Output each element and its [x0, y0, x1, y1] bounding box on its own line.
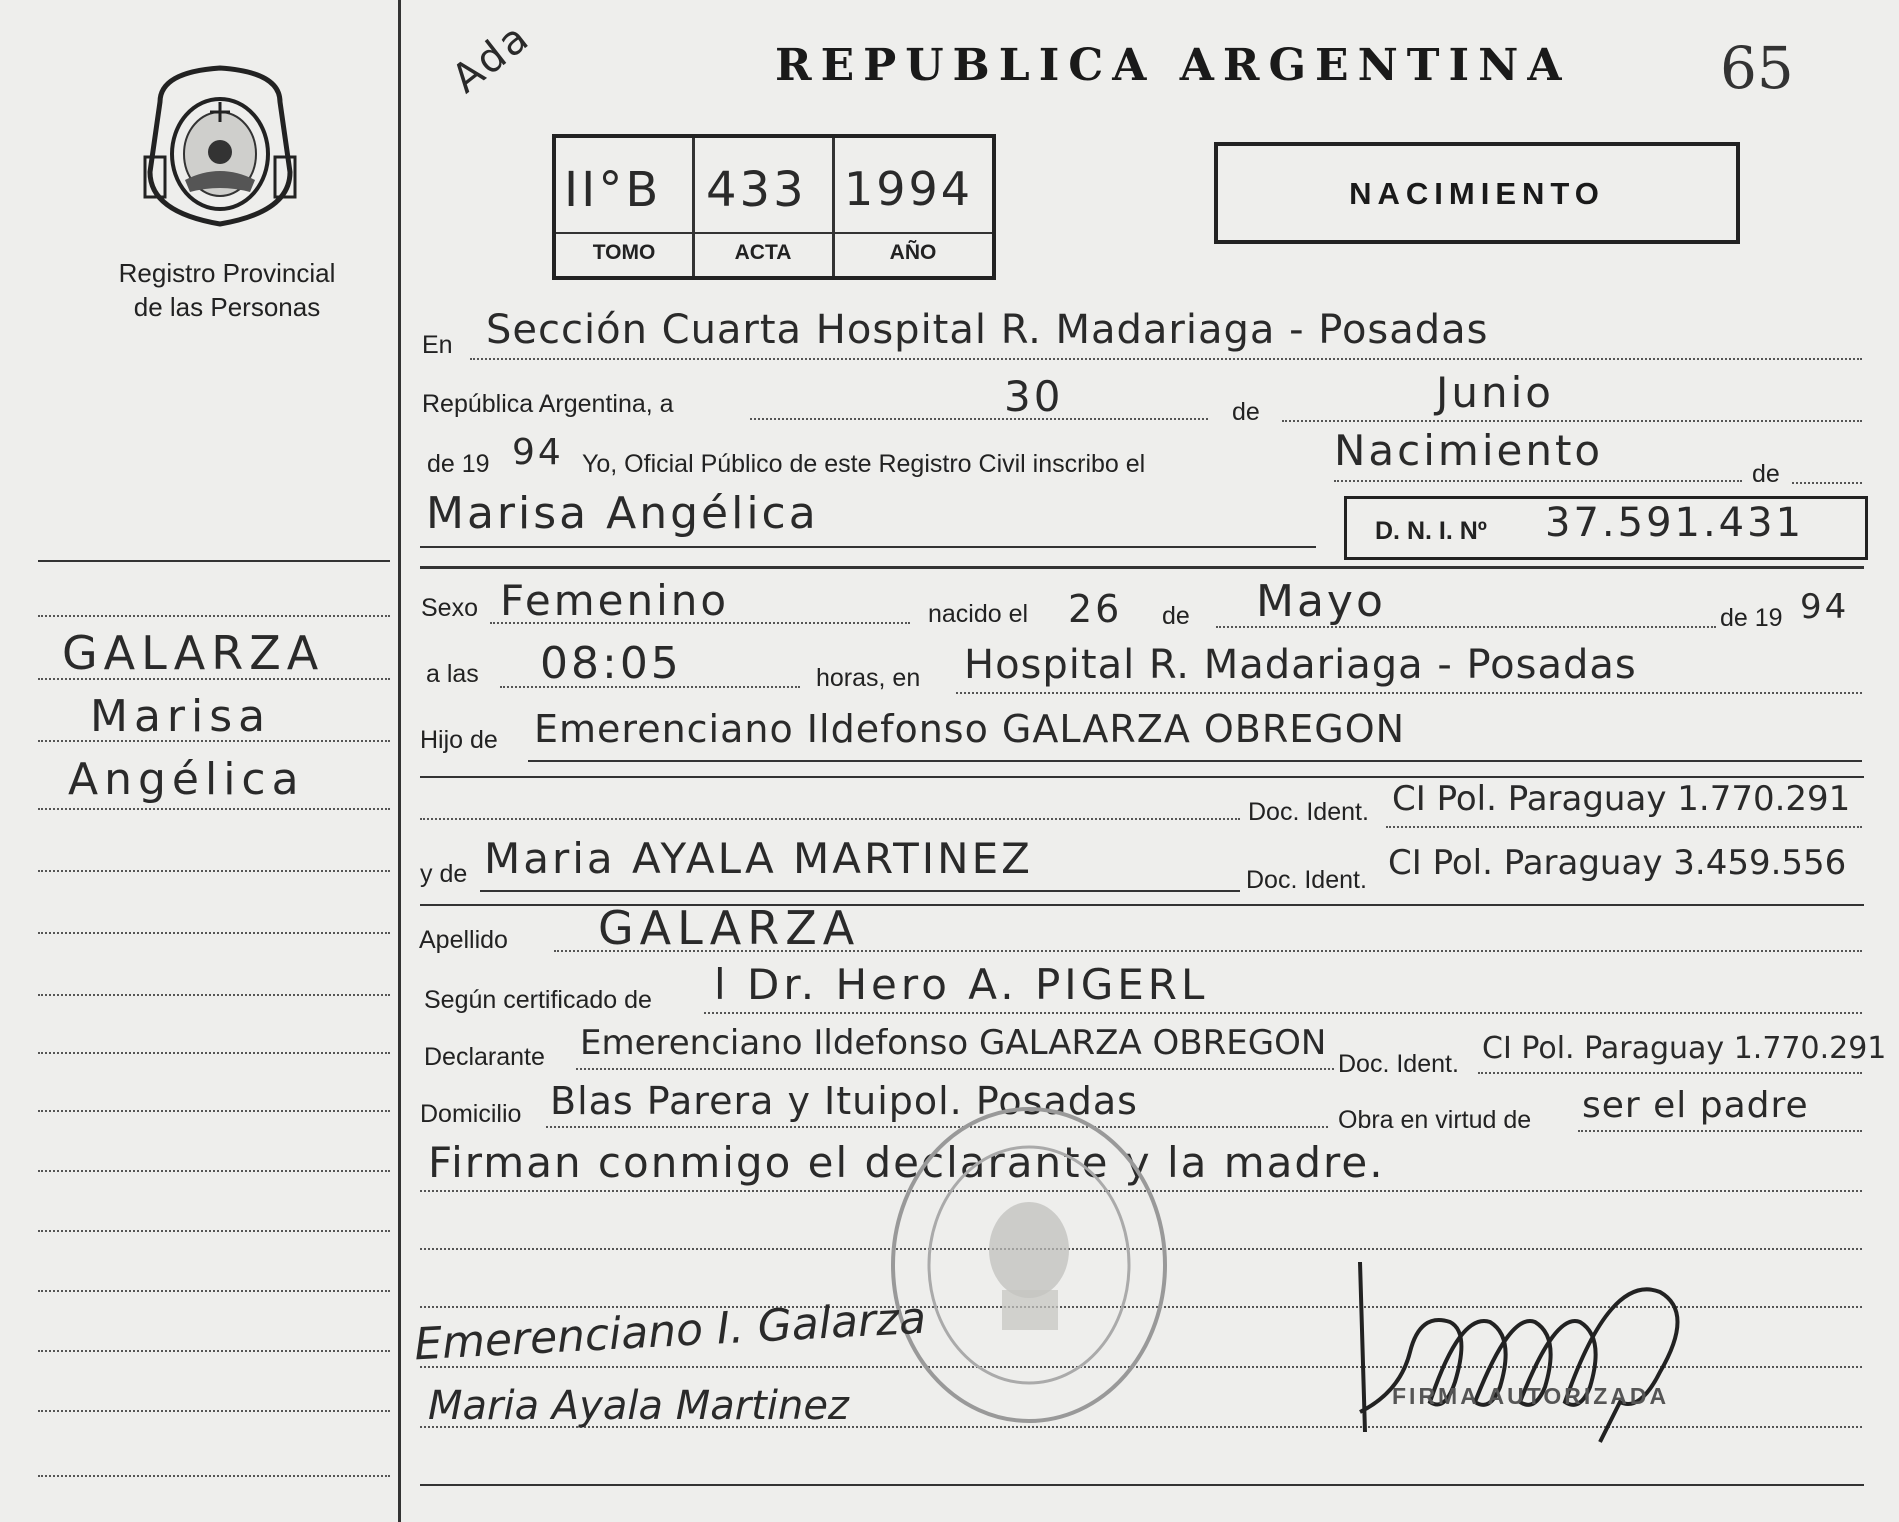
country-title: REPUBLICA ARGENTINA — [775, 40, 1571, 91]
act-line — [1334, 480, 1742, 482]
de-label-3: de — [1162, 602, 1190, 630]
name-line — [420, 546, 1316, 548]
side-line — [38, 994, 390, 996]
registry-name-line2: de las Personas — [133, 292, 321, 322]
side-line — [38, 1475, 390, 1477]
side-line — [38, 1290, 390, 1292]
horas-label: horas, en — [816, 664, 921, 692]
acta-label: ACTA — [734, 241, 792, 264]
en-line — [470, 358, 1862, 360]
side-line — [38, 615, 390, 617]
declarante-value: Emerenciano Ildefonso GALARZA OBREGON — [580, 1023, 1327, 1063]
side-given-name-2: Angélica — [68, 754, 305, 805]
de-label-2: de — [1752, 460, 1780, 488]
birth-year: 94 — [1800, 587, 1850, 627]
de19-label-2: de 19 — [1720, 604, 1783, 632]
sexo-value: Femenino — [500, 576, 730, 625]
margin-note: Ada — [443, 13, 540, 103]
declarante-doc-line — [1478, 1072, 1862, 1074]
nacido-label: nacido el — [928, 600, 1029, 628]
declarante-line — [576, 1068, 1334, 1070]
month-value: Junio — [1436, 368, 1554, 417]
yde-label: y de — [420, 860, 468, 888]
observations: Firman conmigo el declarante y la madre. — [428, 1138, 1385, 1187]
act-line-end — [1792, 482, 1862, 484]
en-value: Sección Cuarta Hospital R. Madariaga - Posadas — [486, 307, 1489, 353]
father-rule — [420, 776, 1864, 778]
apellido-value: GALARZA — [598, 901, 861, 955]
bottom-rule — [420, 1484, 1864, 1486]
mother-value: Maria AYALA MARTINEZ — [484, 834, 1033, 883]
side-line — [38, 932, 390, 934]
father-line — [528, 760, 1862, 762]
birth-month-line — [1216, 626, 1716, 628]
record-type-box — [1214, 142, 1740, 244]
domicilio-label: Domicilio — [420, 1100, 522, 1128]
time-line — [500, 686, 800, 688]
acta-value: 433 — [706, 162, 807, 218]
side-line — [38, 1410, 390, 1412]
side-line — [38, 1230, 390, 1232]
registry-name-line1: Registro Provincial — [118, 258, 336, 288]
republica-label: República Argentina, a — [422, 390, 674, 418]
hijo-label: Hijo de — [420, 726, 498, 754]
record-type: NACIMIENTO — [1349, 176, 1605, 211]
side-line — [38, 870, 390, 872]
day-value: 30 — [1004, 372, 1064, 421]
father-value: Emerenciano Ildefonso GALARZA OBREGON — [534, 707, 1406, 751]
day-line — [750, 418, 1208, 420]
side-given-name-1: Marisa — [90, 691, 272, 742]
father-doc: CI Pol. Paraguay 1.770.291 — [1392, 779, 1851, 819]
segun-label: Según certificado de — [424, 986, 652, 1014]
mother-line — [480, 890, 1240, 892]
birth-month: Mayo — [1256, 576, 1386, 627]
side-line — [38, 1350, 390, 1352]
de-label: de — [1232, 398, 1260, 426]
side-surname: GALARZA — [62, 626, 325, 680]
misiones-seal-icon — [140, 62, 300, 232]
record-box-rule — [556, 232, 992, 234]
apellido-line — [554, 950, 1862, 952]
name-value: Marisa Angélica — [426, 488, 819, 539]
ano-value: 1994 — [844, 162, 974, 216]
side-line — [38, 1052, 390, 1054]
month-line — [1282, 420, 1862, 422]
birth-day: 26 — [1068, 587, 1123, 631]
ano-label: AÑO — [889, 241, 937, 264]
certificado-value: l Dr. Hero A. PIGERL — [714, 960, 1209, 1009]
sexo-label: Sexo — [421, 594, 478, 622]
doc-label-2: Doc. Ident. — [1246, 866, 1367, 894]
obra-value: ser el padre — [1582, 1085, 1809, 1126]
doc-label: Doc. Ident. — [1248, 798, 1369, 826]
declarante-doc: CI Pol. Paraguay 1.770.291 — [1482, 1031, 1887, 1066]
en-label: En — [422, 331, 453, 359]
page-number: 65 — [1720, 34, 1794, 102]
sexo-line — [490, 622, 910, 624]
declarant-signature: Emerenciano I. Galarza — [412, 1292, 928, 1371]
side-line — [38, 808, 390, 810]
section-rule — [420, 566, 1864, 569]
de19-label: de 19 — [427, 450, 490, 478]
obra-label: Obra en virtud de — [1338, 1106, 1532, 1134]
act-value: Nacimiento — [1334, 426, 1604, 475]
mother-signature: Maria Ayala Martinez — [428, 1383, 849, 1429]
record-box — [552, 134, 996, 280]
dni-value: 37.591.431 — [1545, 500, 1805, 546]
official-signature-icon — [1340, 1252, 1730, 1452]
side-line — [38, 1170, 390, 1172]
tomo-value: II°B — [564, 162, 662, 218]
doc-label-3: Doc. Ident. — [1338, 1050, 1459, 1078]
year-value: 94 — [512, 432, 564, 473]
place-value: Hospital R. Madariaga - Posadas — [964, 642, 1637, 688]
side-rule — [38, 560, 390, 562]
certificado-line — [704, 1012, 1862, 1014]
obra-line — [1578, 1130, 1862, 1132]
side-line — [38, 1110, 390, 1112]
yo-label: Yo, Oficial Público de este Registro Civil inscribo el — [582, 450, 1146, 478]
time-value: 08:05 — [540, 638, 682, 689]
dni-label: D. N. I. Nº — [1375, 517, 1487, 545]
margin-separator — [398, 0, 401, 1522]
domicilio-value: Blas Parera y Ituipol. Posadas — [550, 1079, 1138, 1123]
place-line — [956, 692, 1862, 694]
alas-label: a las — [426, 660, 479, 688]
dni-box — [1344, 496, 1868, 560]
father-doc-filler — [420, 818, 1240, 820]
apellido-label: Apellido — [419, 926, 508, 954]
firma-autorizada-label: FIRMA AUTORIZADA — [1392, 1383, 1670, 1409]
tomo-label: TOMO — [592, 241, 656, 264]
mother-doc: CI Pol. Paraguay 3.459.556 — [1388, 843, 1847, 883]
registry-name — [96, 256, 358, 324]
father-doc-line — [1386, 826, 1862, 828]
declarante-label: Declarante — [424, 1043, 545, 1071]
registry-stamp-icon — [884, 1100, 1174, 1430]
